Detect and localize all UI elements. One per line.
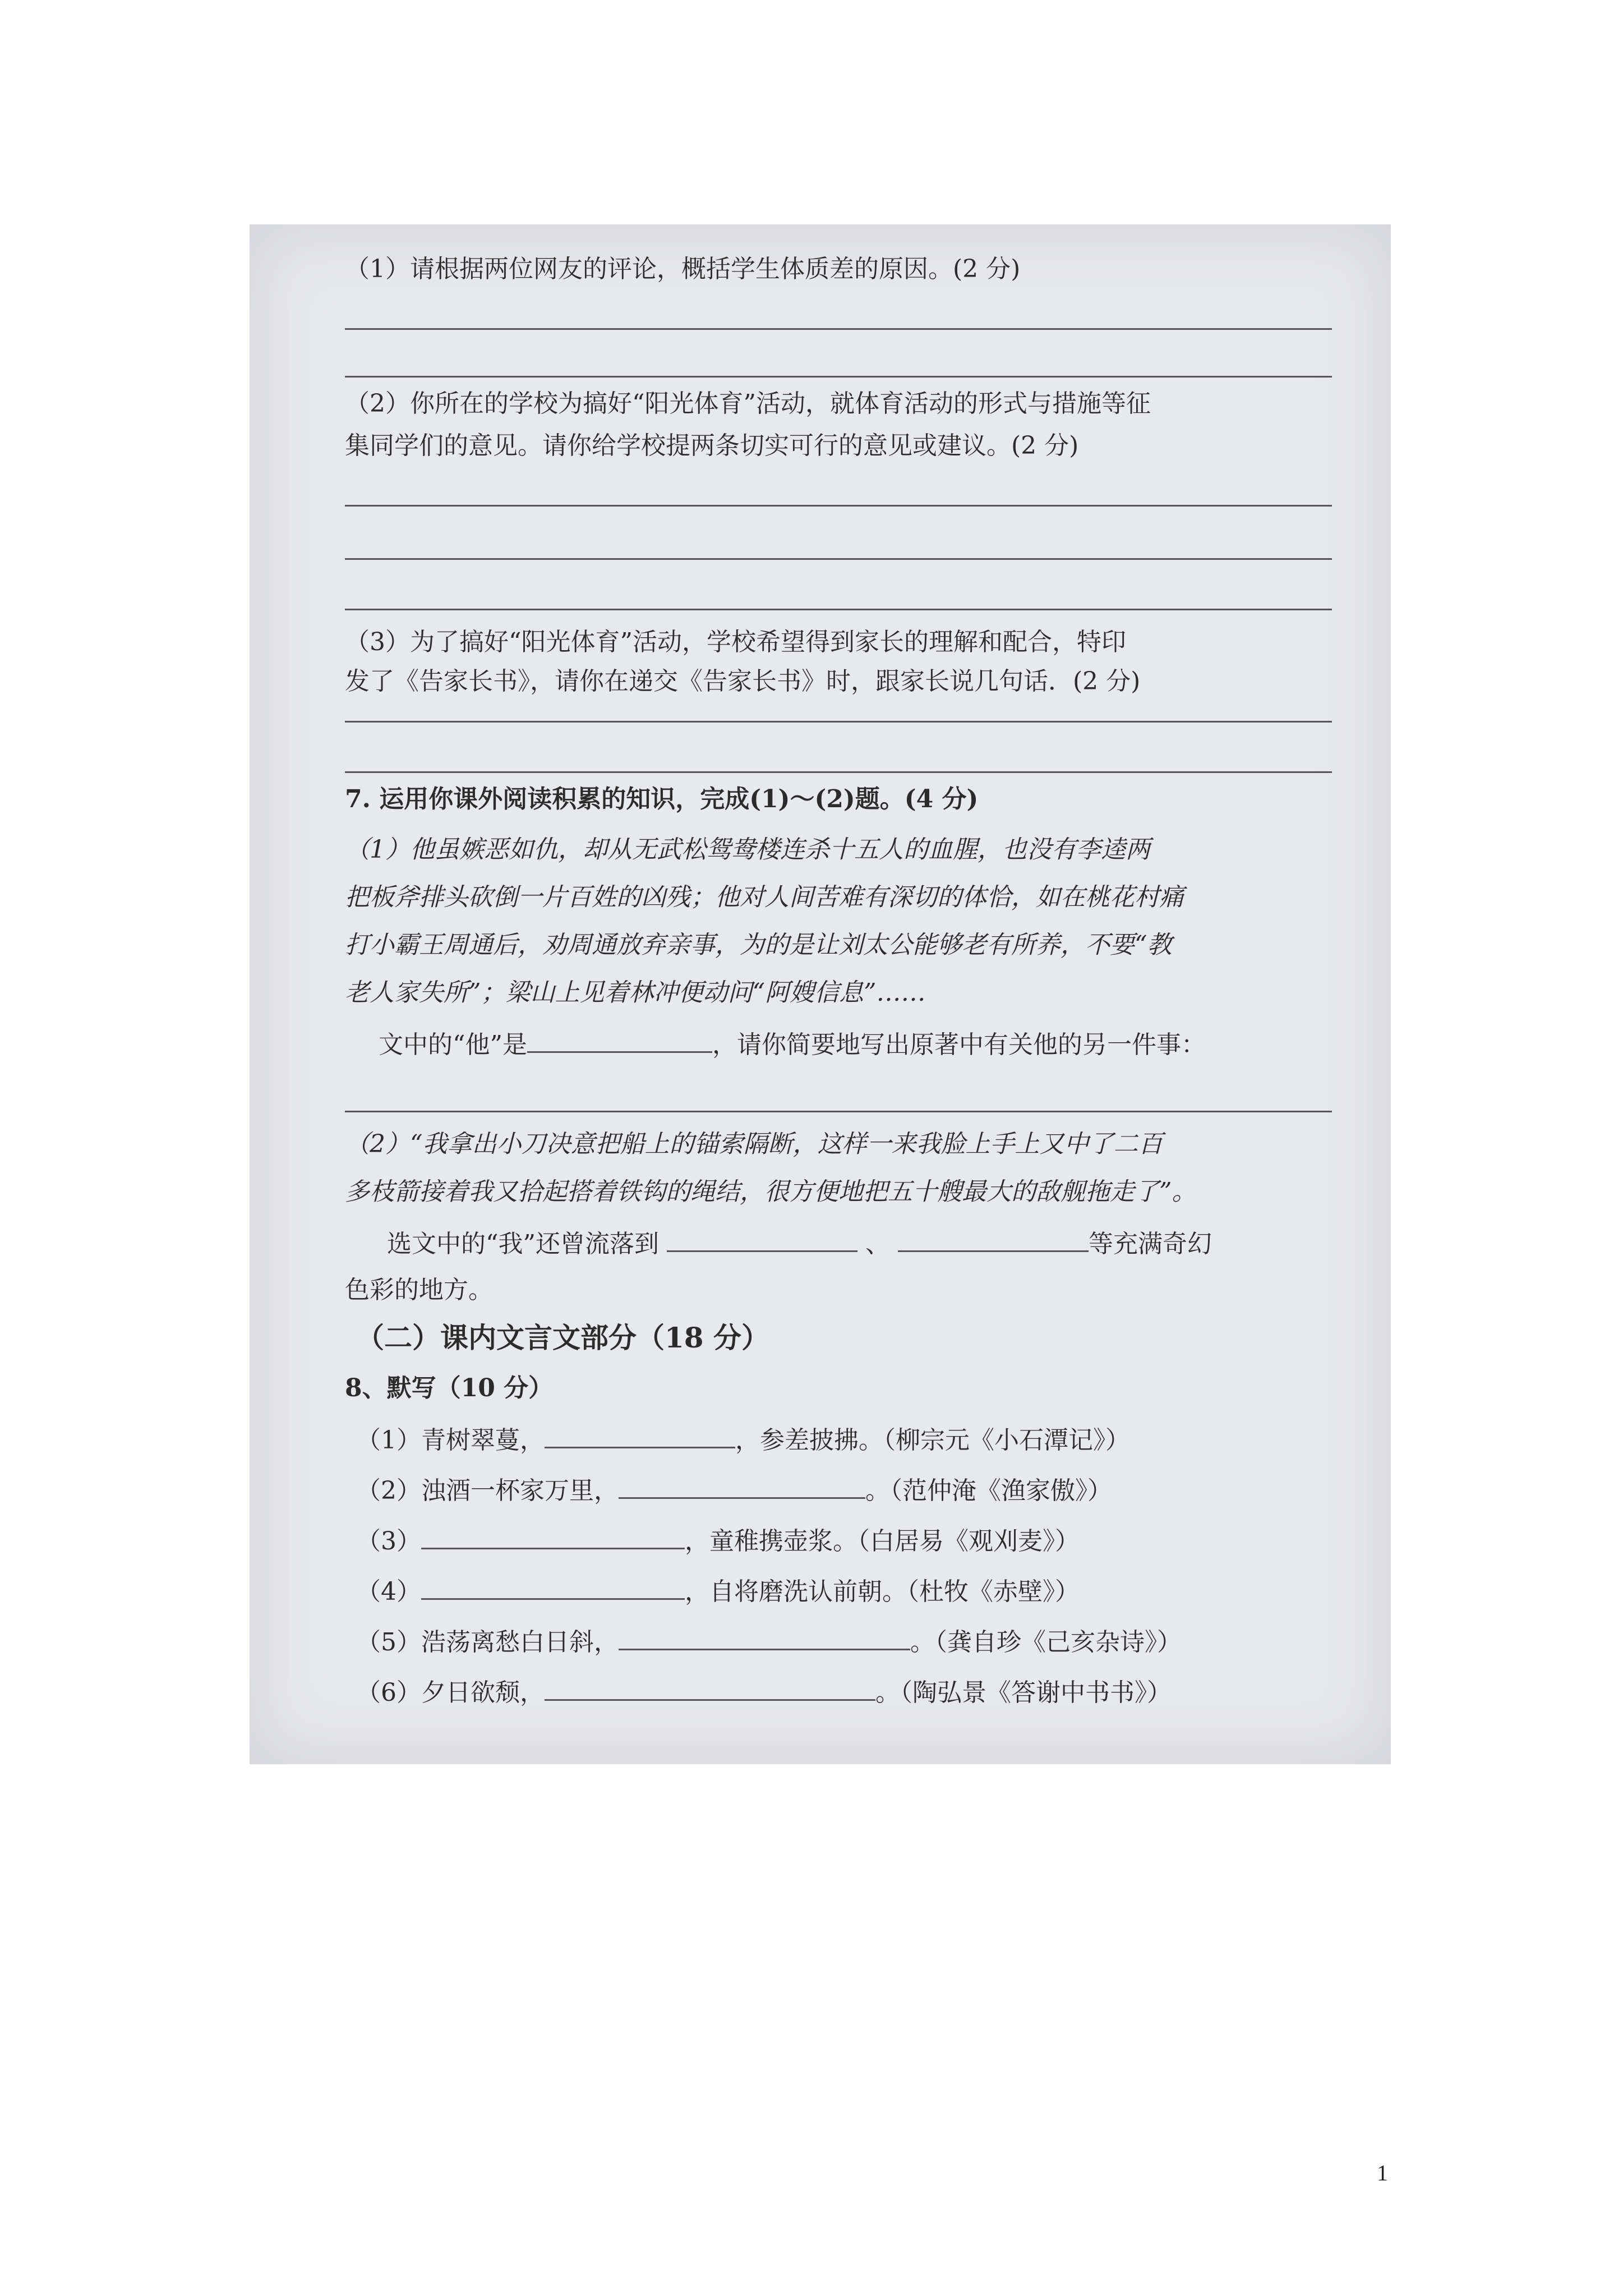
answer-blank[interactable]: [527, 1027, 712, 1053]
dictation-item-prefix: （2）浊酒一杯家万里，: [356, 1476, 619, 1505]
q7-question1: [379, 1027, 1206, 1062]
q7-passage1-line1: （1）他虽嫉恶如仇，却从无武松鸳鸯楼连杀十五人的血腥，也没有李逵两: [345, 835, 1150, 864]
q8-title: 8、默写（10 分）: [345, 1374, 554, 1402]
answer-blank[interactable]: [619, 1624, 910, 1650]
answer-line: [345, 1111, 1332, 1112]
page-number: 1: [1377, 2160, 1388, 2185]
q7-question2: [387, 1226, 1212, 1261]
dictation-item-suffix: ，童稚携壶浆。（白居易《观刈麦》）: [685, 1527, 1080, 1556]
dictation-item-prefix: （4）: [356, 1577, 421, 1606]
q6-part2-line1: （2）你所在的学校为搞好“阳光体育”活动，就体育活动的形式与措施等征: [345, 389, 1151, 418]
q7-passage1-line2: 把板斧排头砍倒一片百姓的凶残；他对人间苦难有深切的体恰，如在桃花村痛: [345, 883, 1184, 912]
answer-line: [345, 721, 1332, 723]
dictation-item-suffix: 。（龚自珍《己亥杂诗》）: [910, 1628, 1182, 1657]
dictation-item-suffix: 。（范仲淹《渔家傲》）: [865, 1476, 1112, 1505]
dictation-item-prefix: （5）浩荡离愁白日斜，: [356, 1628, 619, 1657]
answer-line: [345, 609, 1332, 610]
dictation-item-prefix: （1）青树翠蔓，: [356, 1426, 545, 1455]
q7-passage2-line2: 多枝箭接着我又拾起搭着铁钩的绳结，很方便地把五十艘最大的敌舰拖走了”。: [345, 1177, 1197, 1206]
dictation-item-prefix: （3）: [356, 1527, 421, 1556]
answer-blank[interactable]: [545, 1422, 735, 1448]
q6-part1: （1）请根据两位网友的评论，概括学生体质差的原因。(2 分): [345, 255, 1021, 283]
answer-blank[interactable]: [421, 1573, 685, 1600]
answer-line: [345, 328, 1332, 330]
dictation-item-3: [356, 1523, 1080, 1558]
dictation-item-6: [356, 1674, 1172, 1710]
q7-question1-text-after: ，请你简要地写出原著中有关他的另一件事：: [712, 1030, 1206, 1059]
q6-part3-line1: （3）为了搞好“阳光体育”活动，学校希望得到家长的理解和配合，特印: [345, 628, 1126, 656]
q7-question2-line2: 色彩的地方。: [345, 1276, 493, 1304]
q6-part3-line2: 发了《告家长书》，请你在递交《告家长书》时，跟家长说几句话．(2 分): [345, 667, 1141, 696]
section-heading: （二）课内文言文部分（18 分）: [356, 1321, 769, 1354]
q6-part2-line2: 集同学们的意见。请你给学校提两条切实可行的意见或建议。(2 分): [345, 431, 1079, 460]
q7-passage2-line1: （2）“我拿出小刀决意把船上的锚索隔断，这样一来我脸上手上又中了二百: [345, 1130, 1163, 1158]
answer-line: [345, 558, 1332, 560]
dictation-item-1: [356, 1422, 1130, 1457]
dictation-item-5: [356, 1624, 1182, 1659]
q7-passage1-line3: 打小霸王周通后，劝周通放弃亲事，为的是让刘太公能够老有所养，不要“教: [345, 931, 1172, 959]
answer-blank[interactable]: [545, 1674, 875, 1701]
answer-blank[interactable]: [898, 1226, 1089, 1252]
answer-blank[interactable]: [667, 1226, 857, 1252]
q7-question1-text: 文中的“他”是: [379, 1030, 527, 1059]
answer-line: [345, 771, 1332, 773]
q7-question2-text-after: 等充满奇幻: [1089, 1230, 1212, 1258]
dictation-item-suffix: 。（陶弘景《答谢中书书》）: [875, 1678, 1172, 1707]
q7-question2-separator: 、: [865, 1230, 890, 1258]
answer-line: [345, 376, 1332, 378]
answer-line: [345, 505, 1332, 507]
dictation-item-suffix: ，参差披拂。（柳宗元《小石潭记》）: [735, 1426, 1130, 1455]
dictation-item-2: [356, 1473, 1112, 1508]
answer-blank[interactable]: [619, 1473, 865, 1499]
q7-title: 7. 运用你课外阅读积累的知识，完成(1)～(2)题。(4 分): [345, 785, 979, 813]
dictation-item-prefix: （6）夕日欲颓，: [356, 1678, 545, 1707]
dictation-item-suffix: ，自将磨洗认前朝。（杜牧《赤壁》）: [685, 1577, 1080, 1606]
answer-blank[interactable]: [421, 1523, 685, 1549]
q7-passage1-line4: 老人家失所”；梁山上见着林冲便动问“阿嫂信息”……: [345, 978, 926, 1007]
dictation-item-4: [356, 1573, 1080, 1609]
q7-question2-text: 选文中的“我”还曾流落到: [387, 1230, 659, 1258]
